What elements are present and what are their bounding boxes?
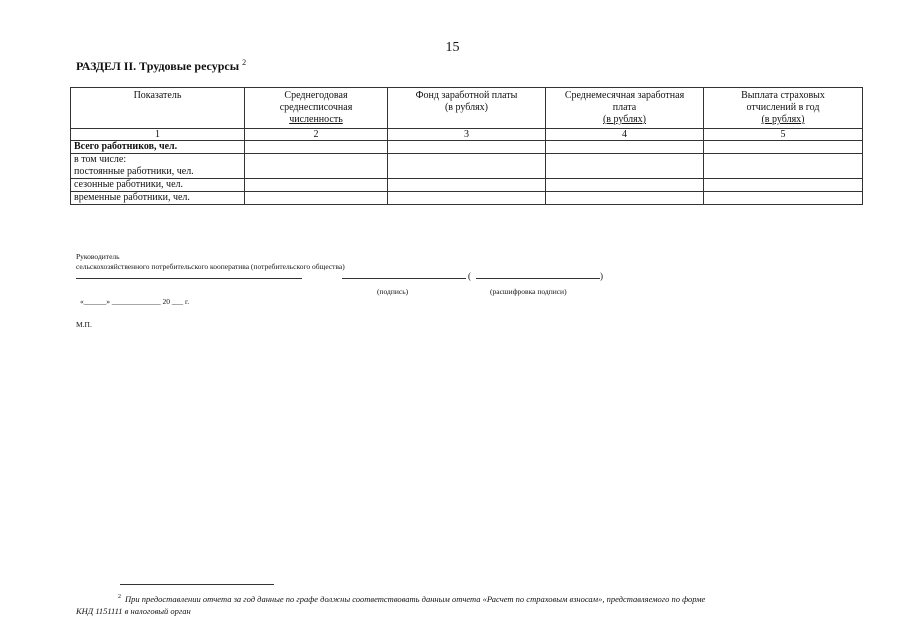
footnote-text-line1: При предоставлении отчета за год данные по графе должны соответствовать данным отчета «Расчет по страховым взносам», представляемого по форме [125, 593, 706, 604]
header-avg-headcount: Среднегодовая среднесписочная численность [245, 88, 388, 129]
table-cell[interactable] [704, 141, 863, 154]
table-cell[interactable] [388, 179, 546, 192]
role-line-2: сельскохозяйственного потребительского кооператива (потребительского общества) [76, 262, 345, 271]
footnote-text-line2: КНД 1151111 в налоговый орган [76, 605, 191, 616]
signature-decoding-line[interactable] [476, 278, 600, 279]
position-line[interactable] [76, 278, 302, 279]
row-label-temporary-workers: временные работники, чел. [71, 192, 245, 205]
column-number: 1 [71, 129, 245, 141]
table-row [71, 141, 863, 154]
table-cell[interactable] [245, 192, 388, 205]
stamp-place: М.П. [76, 320, 92, 329]
table-row [71, 179, 863, 192]
table-row [71, 154, 863, 167]
paren-open: ( [468, 271, 471, 281]
role-line-1: Руководитель [76, 252, 120, 261]
table-cell[interactable] [546, 141, 704, 154]
table-cell[interactable] [245, 154, 388, 179]
column-number: 5 [704, 129, 863, 141]
table-cell[interactable] [546, 192, 704, 205]
table-cell[interactable] [704, 179, 863, 192]
signature-caption: (подпись) [377, 287, 409, 296]
table-cell[interactable] [546, 154, 704, 179]
row-label-total-workers: Всего работников, чел. [71, 141, 245, 154]
column-number: 4 [546, 129, 704, 141]
section-title [76, 58, 246, 74]
signature-decoding-caption: (расшифровка подписи) [490, 287, 567, 296]
table-cell[interactable] [704, 154, 863, 179]
paren-close: ) [600, 271, 603, 281]
column-number: 3 [388, 129, 546, 141]
footnote-divider [120, 584, 274, 585]
header-payroll-fund: Фонд заработной платы (в рублях) [388, 88, 546, 129]
table-cell[interactable] [388, 154, 546, 179]
table-cell[interactable] [546, 179, 704, 192]
labor-resources-table [70, 87, 863, 205]
header-insurance-payments: Выплата страховых отчислений в год (в рублях) [704, 88, 863, 129]
table-cell[interactable] [704, 192, 863, 205]
row-label-seasonal-workers: сезонные работники, чел. [71, 179, 245, 192]
table-header-row [71, 88, 863, 129]
header-indicator: Показатель [71, 88, 245, 129]
row-label-permanent-workers: постоянные работники, чел. [71, 166, 245, 179]
footnote [76, 591, 886, 617]
date-line[interactable]: «______» _____________ 20 ___ г. [80, 297, 190, 306]
section-title-text: РАЗДЕЛ II. Трудовые ресурсы [76, 59, 240, 73]
column-number: 2 [245, 129, 388, 141]
row-label-including: в том числе: [71, 154, 245, 167]
column-number-row [71, 129, 863, 141]
page-number: 15 [445, 40, 460, 55]
table-cell[interactable] [245, 179, 388, 192]
signature-role [76, 252, 345, 272]
table-cell[interactable] [388, 141, 546, 154]
header-avg-monthly-salary: Среднемесячная заработная плата (в рублях) [546, 88, 704, 129]
signature-line[interactable] [342, 278, 466, 279]
table-cell[interactable] [388, 192, 546, 205]
footnote-reference: 2 [242, 58, 247, 67]
table-row [71, 192, 863, 205]
table-cell[interactable] [245, 141, 388, 154]
footnote-marker: 2 [118, 594, 121, 600]
